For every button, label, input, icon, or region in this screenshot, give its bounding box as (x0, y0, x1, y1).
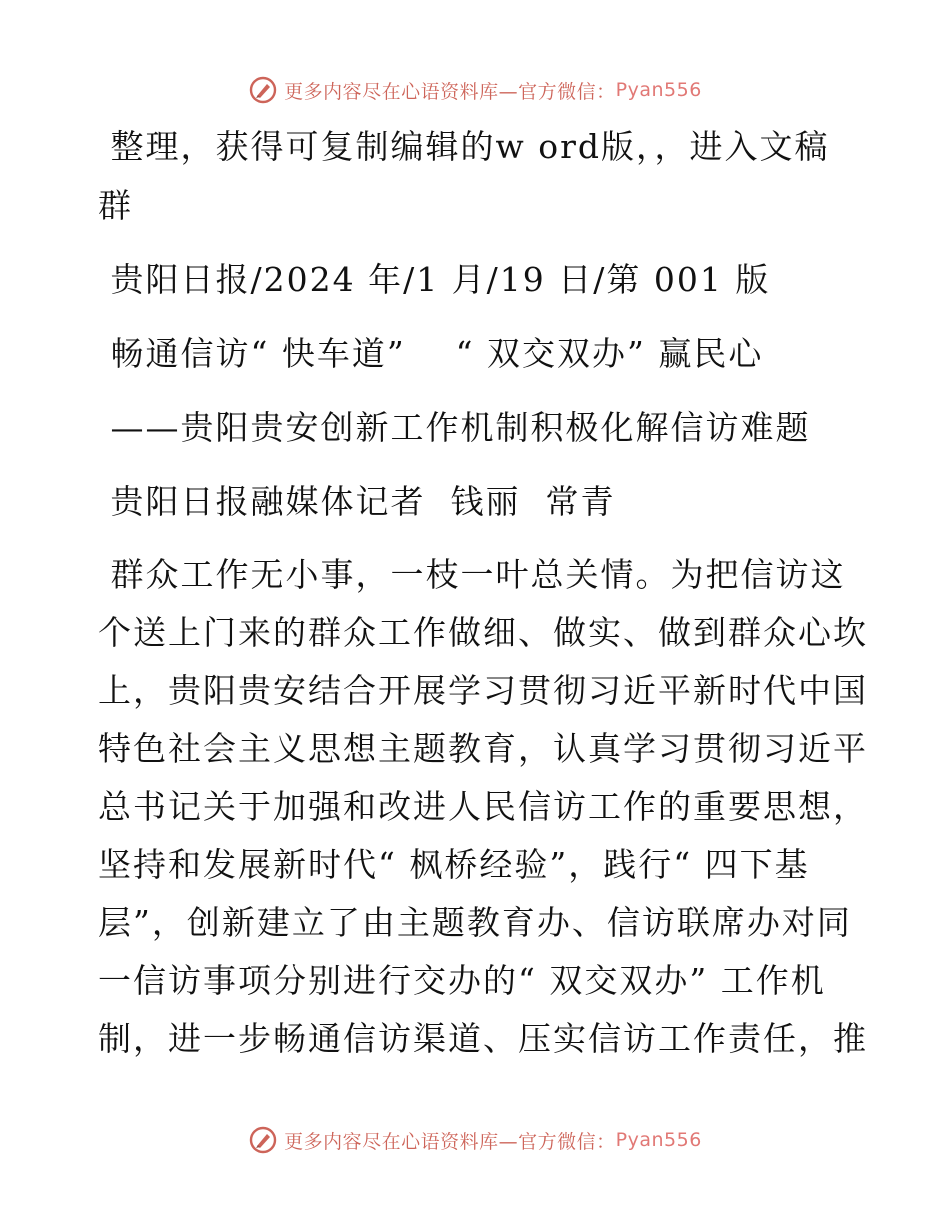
watermark-wechat-id: Pyan556 (615, 79, 702, 101)
intro-line-2: 群 (98, 186, 133, 225)
watermark-text: 更多内容尽在心语资料库—官方微信： (284, 1130, 616, 1153)
body-line: 制，进一步畅通信访渠道、压实信访工作责任，推 (98, 1019, 868, 1058)
body-line: 群众工作无小事，一枝一叶总关情。为把信访这 (98, 555, 846, 594)
intro-line-1: 整理，获得可复制编辑的w ord版，，进入文稿 (98, 127, 830, 166)
source-line: 贵阳日报/2024 年/1 月/19 日/第 001 版 (98, 260, 771, 299)
body-line: 总书记关于加强和改进人民信访工作的重要思想， (98, 787, 868, 826)
headline: 畅通信访“ 快车道” “ 双交双办” 赢民心 (98, 334, 764, 373)
body-paragraph (98, 546, 868, 1068)
body-line: 上，贵阳贵安结合开展学习贯彻习近平新时代中国 (98, 671, 868, 710)
subheadline: ——贵阳贵安创新工作机制积极化解信访难题 (98, 408, 811, 447)
body-line: 一信访事项分别进行交办的“ 双交双办” 工作机 (98, 961, 826, 1000)
footer-watermark (0, 1120, 950, 1160)
body-line: 个送上门来的群众工作做细、做实、做到群众心坎 (98, 613, 868, 652)
document-body (98, 118, 868, 1068)
watermark-wechat-id: Pyan556 (615, 1129, 702, 1151)
pen-logo-icon (248, 75, 278, 105)
header-watermark (0, 70, 950, 110)
byline: 贵阳日报融媒体记者 钱丽 常青 (98, 482, 616, 521)
body-line: 坚持和发展新时代“ 枫桥经验”，践行“ 四下基 (98, 845, 810, 884)
body-line: 特色社会主义思想主题教育，认真学习贯彻习近平 (98, 729, 868, 768)
pen-logo-icon (248, 1125, 278, 1155)
watermark-text: 更多内容尽在心语资料库—官方微信： (284, 80, 616, 103)
body-line: 层”，创新建立了由主题教育办、信访联席办对同 (98, 903, 852, 942)
